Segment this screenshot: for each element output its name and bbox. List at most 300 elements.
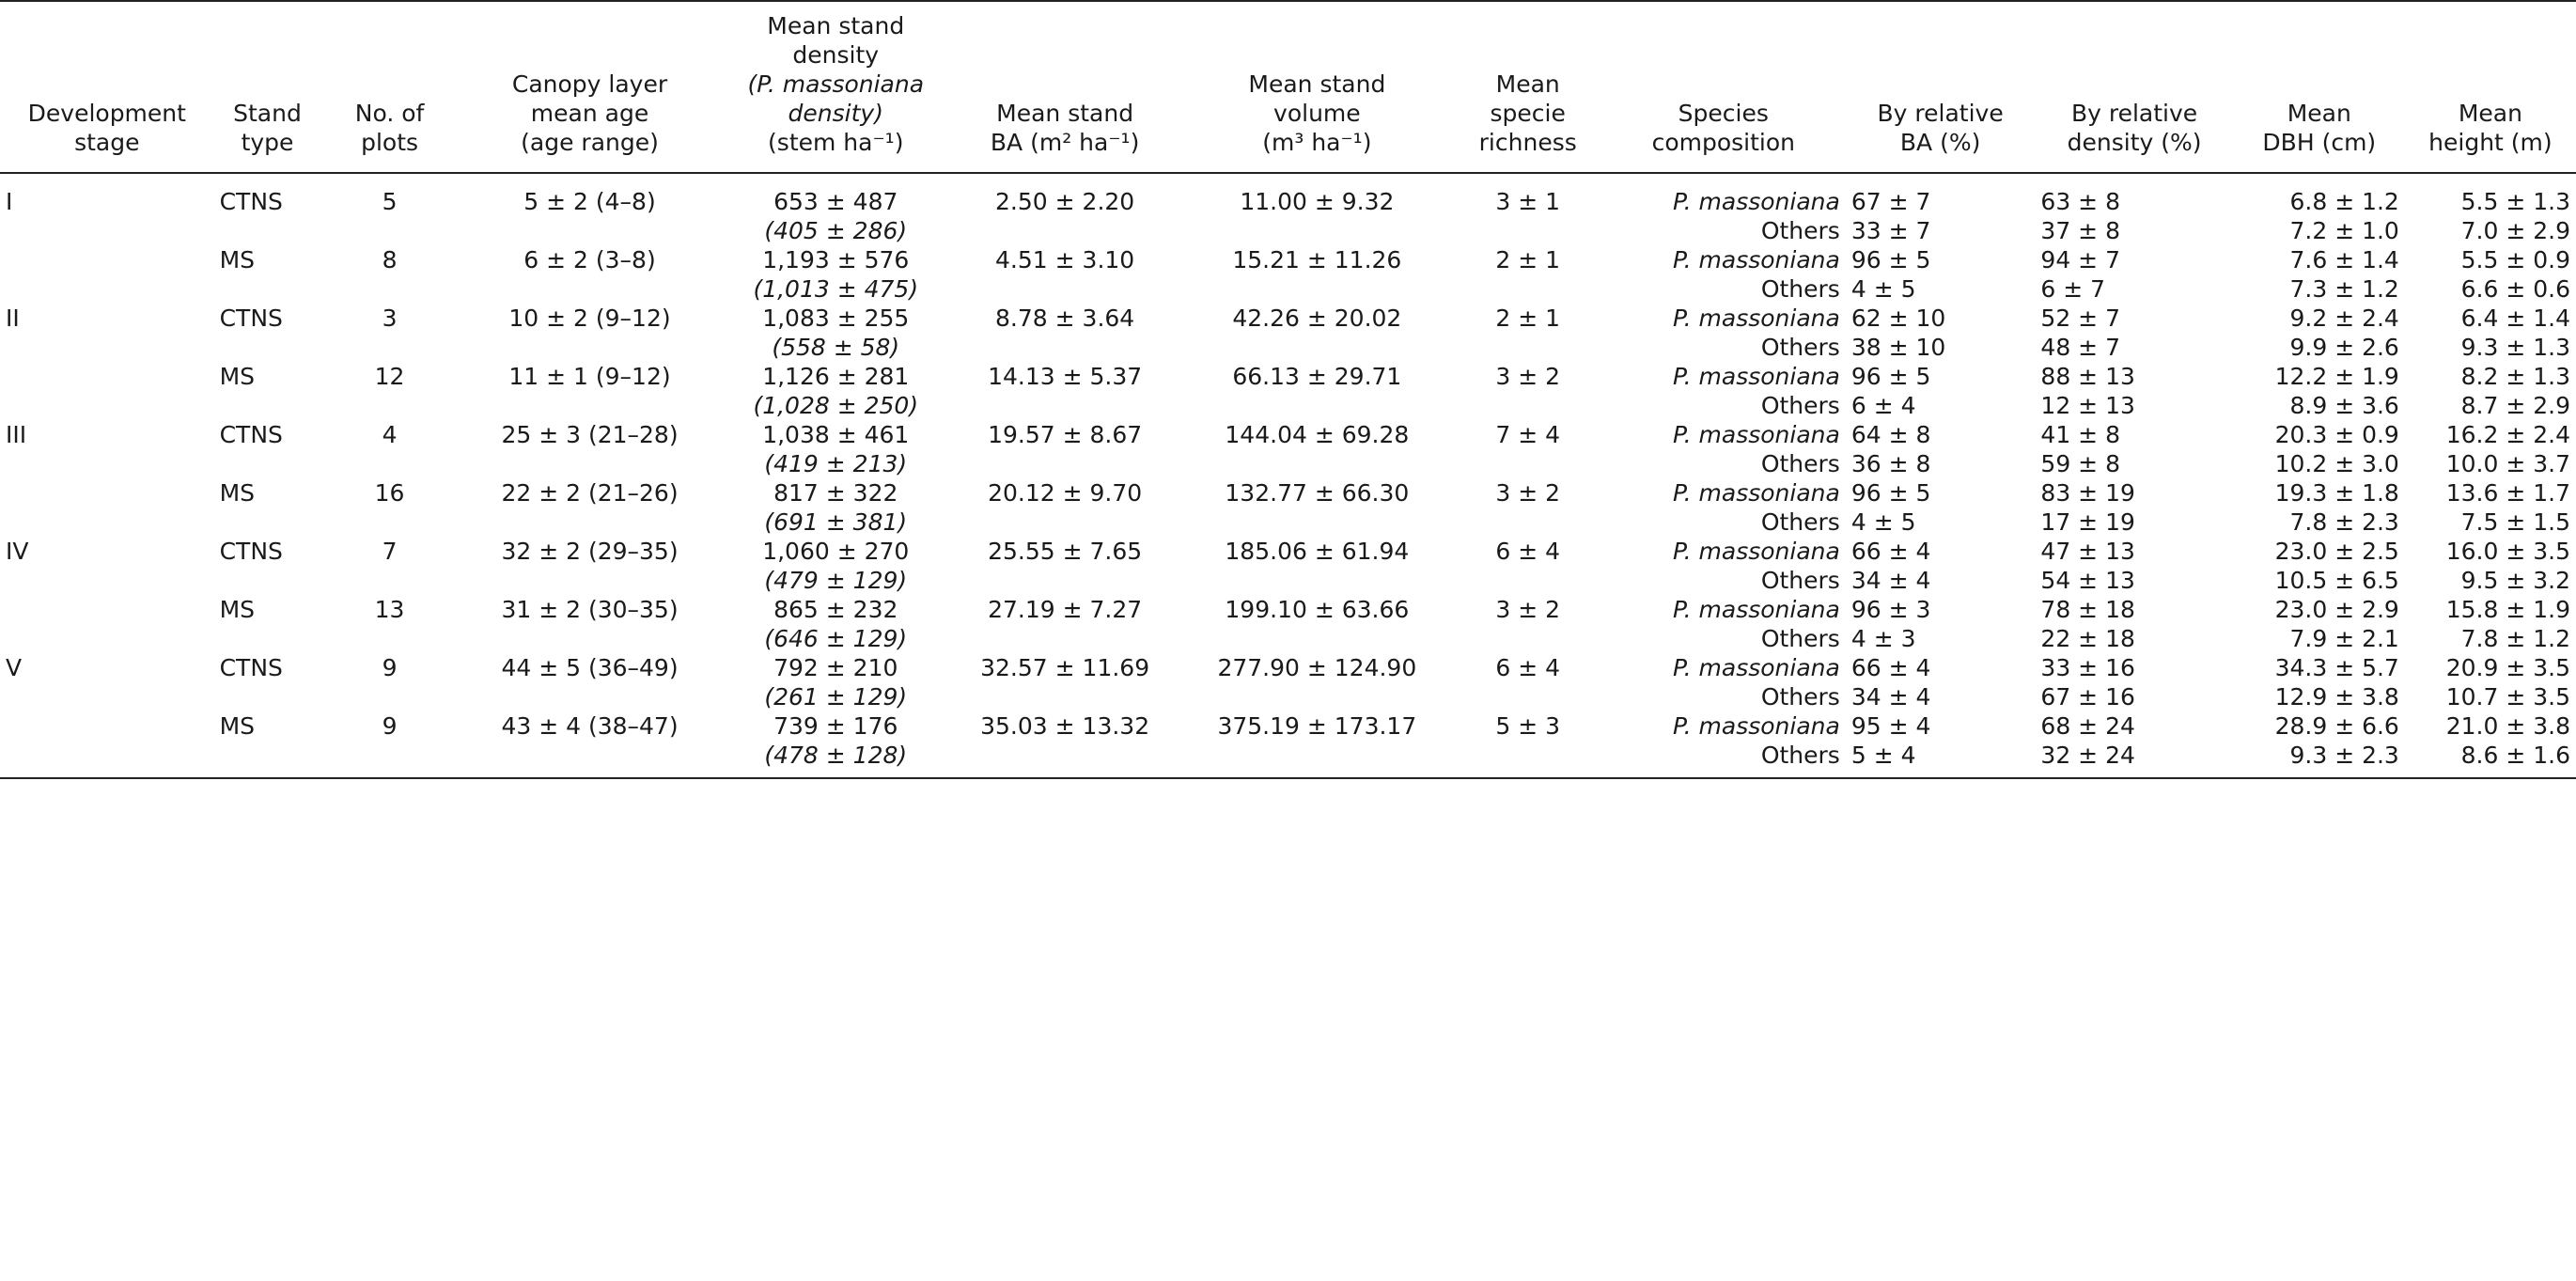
- header-line: Mean stand: [1248, 70, 1386, 98]
- cell-plots: 7: [382, 538, 398, 565]
- cell-volume: [1179, 216, 1455, 245]
- header-line: plots: [361, 129, 419, 156]
- cell-volume: 11.00 ± 9.32: [1240, 188, 1395, 215]
- cell-plots: [320, 508, 458, 537]
- cell-density: 1,060 ± 270: [762, 538, 910, 565]
- cell-species: Others: [1760, 275, 1840, 303]
- cell-dbh: 9.9 ± 2.6: [2289, 334, 2399, 361]
- cell-relative-ba: 66 ± 4: [1850, 654, 1931, 681]
- header-line: type: [241, 129, 294, 156]
- cell-richness: [1455, 391, 1601, 420]
- cell-ba: 27.19 ± 7.27: [988, 596, 1143, 623]
- cell-height: 5.5 ± 0.9: [2460, 246, 2570, 273]
- cell-dbh: 20.3 ± 0.9: [2274, 421, 2399, 448]
- header-line: density): [788, 100, 883, 127]
- cell-dbh: 7.3 ± 1.2: [2289, 275, 2399, 303]
- cell-dbh: 7.8 ± 2.3: [2289, 508, 2399, 536]
- cell-age: [459, 624, 722, 653]
- cell-richness: 2 ± 1: [1495, 246, 1561, 273]
- cell-height: 7.0 ± 2.9: [2460, 217, 2570, 244]
- cell-stand-type: CTNS: [219, 305, 283, 332]
- cell-stage: [0, 682, 214, 711]
- cell-ba: 25.55 ± 7.65: [988, 538, 1143, 565]
- header-line: mean age: [530, 100, 649, 127]
- cell-relative-ba: 33 ± 7: [1850, 217, 1931, 244]
- cell-relative-ba: 34 ± 4: [1850, 567, 1931, 594]
- cell-relative-density: 17 ± 19: [2040, 508, 2135, 536]
- cell-height: 15.8 ± 1.9: [2445, 596, 2570, 623]
- cell-ba: 20.12 ± 9.70: [988, 479, 1143, 507]
- cell-ba: [950, 274, 1179, 304]
- table-row: [0, 682, 2576, 711]
- cell-stage: [0, 391, 214, 420]
- cell-plots: 9: [382, 654, 398, 681]
- cell-dbh: 12.2 ± 1.9: [2274, 363, 2399, 390]
- cell-density: 1,126 ± 281: [762, 363, 910, 390]
- cell-plots: [320, 274, 458, 304]
- header-line: (stem ha⁻¹): [768, 129, 904, 156]
- cell-age: [459, 508, 722, 537]
- cell-plots: [320, 449, 458, 478]
- table-row: [0, 420, 2576, 449]
- column-header-mean-dbh: [2234, 1, 2405, 173]
- cell-richness: [1455, 333, 1601, 362]
- cell-species: Others: [1760, 625, 1840, 652]
- cell-age: 25 ± 3 (21–28): [501, 421, 679, 448]
- cell-volume: [1179, 741, 1455, 778]
- cell-dbh: 7.6 ± 1.4: [2289, 246, 2399, 273]
- cell-relative-ba: 4 ± 3: [1850, 625, 1916, 652]
- header-line: Mean: [1495, 70, 1560, 98]
- cell-ba: [950, 216, 1179, 245]
- cell-species: Others: [1760, 392, 1840, 419]
- cell-age: [459, 741, 722, 778]
- table-row: [0, 362, 2576, 391]
- cell-stand-type: [214, 508, 321, 537]
- header-line: BA (m² ha⁻¹): [990, 129, 1140, 156]
- column-header-mean-stand-density: [721, 1, 950, 173]
- cell-dbh: 8.9 ± 3.6: [2289, 392, 2399, 419]
- cell-dbh: 10.5 ± 6.5: [2274, 567, 2399, 594]
- cell-species: P. massoniana: [1673, 363, 1840, 390]
- cell-species: P. massoniana: [1673, 305, 1840, 332]
- header-line: height (m): [2428, 129, 2553, 156]
- cell-relative-density: 48 ± 7: [2040, 334, 2120, 361]
- table-row: [0, 508, 2576, 537]
- header-line: density (%): [2067, 129, 2202, 156]
- cell-height: 16.0 ± 3.5: [2445, 538, 2570, 565]
- cell-height: 7.8 ± 1.2: [2460, 625, 2570, 652]
- cell-height: 9.5 ± 3.2: [2460, 567, 2570, 594]
- cell-relative-ba: 38 ± 10: [1850, 334, 1946, 361]
- cell-stage: [0, 711, 214, 741]
- cell-dbh: 19.3 ± 1.8: [2274, 479, 2399, 507]
- cell-height: 6.4 ± 1.4: [2460, 305, 2570, 332]
- cell-stand-type: [214, 274, 321, 304]
- column-header-relative-ba: [1846, 1, 2036, 173]
- cell-stage: I: [6, 188, 13, 215]
- cell-relative-density: 63 ± 8: [2040, 188, 2120, 215]
- cell-volume: [1179, 624, 1455, 653]
- header-line: composition: [1651, 129, 1795, 156]
- cell-dbh: 23.0 ± 2.5: [2274, 538, 2399, 565]
- cell-stage: [0, 449, 214, 478]
- cell-volume: 199.10 ± 63.66: [1225, 596, 1410, 623]
- cell-volume: [1179, 274, 1455, 304]
- cell-ba: [950, 391, 1179, 420]
- cell-pm-density: (1,028 ± 250): [753, 392, 919, 419]
- cell-relative-density: 59 ± 8: [2040, 450, 2120, 477]
- cell-relative-density: 6 ± 7: [2040, 275, 2106, 303]
- header-line: Stand: [233, 100, 302, 127]
- column-header-stand-type: [214, 1, 321, 173]
- cell-richness: 3 ± 1: [1495, 188, 1561, 215]
- cell-stand-type: MS: [219, 712, 256, 740]
- cell-stage: [0, 245, 214, 274]
- cell-relative-ba: 96 ± 5: [1850, 363, 1931, 390]
- cell-plots: 3: [382, 305, 398, 332]
- cell-species: P. massoniana: [1673, 596, 1840, 623]
- cell-species: Others: [1760, 567, 1840, 594]
- cell-pm-density: (691 ± 381): [764, 508, 908, 536]
- table-row: [0, 711, 2576, 741]
- cell-age: 22 ± 2 (21–26): [501, 479, 679, 507]
- header-line: (age range): [521, 129, 659, 156]
- cell-stand-type: [214, 566, 321, 595]
- cell-stand-type: [214, 216, 321, 245]
- cell-relative-ba: 96 ± 5: [1850, 479, 1931, 507]
- table-body: [0, 173, 2576, 778]
- cell-relative-density: 12 ± 13: [2040, 392, 2135, 419]
- cell-species: Others: [1760, 450, 1840, 477]
- cell-plots: [320, 624, 458, 653]
- cell-relative-density: 52 ± 7: [2040, 305, 2120, 332]
- cell-stage: V: [6, 654, 23, 681]
- cell-species: P. massoniana: [1673, 479, 1840, 507]
- cell-plots: 13: [374, 596, 405, 623]
- cell-relative-ba: 95 ± 4: [1850, 712, 1931, 740]
- cell-volume: [1179, 449, 1455, 478]
- cell-stand-type: MS: [219, 246, 256, 273]
- cell-ba: [950, 624, 1179, 653]
- cell-pm-density: (558 ± 58): [772, 334, 900, 361]
- cell-stand-type: [214, 741, 321, 778]
- cell-plots: 9: [382, 712, 398, 740]
- cell-height: 6.6 ± 0.6: [2460, 275, 2570, 303]
- cell-plots: [320, 682, 458, 711]
- cell-richness: 2 ± 1: [1495, 305, 1561, 332]
- cell-volume: [1179, 391, 1455, 420]
- cell-height: 9.3 ± 1.3: [2460, 334, 2570, 361]
- header-line: Mean stand: [767, 12, 905, 39]
- cell-ba: [950, 682, 1179, 711]
- cell-relative-density: 68 ± 24: [2040, 712, 2135, 740]
- cell-height: 8.7 ± 2.9: [2460, 392, 2570, 419]
- cell-pm-density: (405 ± 286): [764, 217, 908, 244]
- cell-plots: [320, 391, 458, 420]
- table-row: [0, 173, 2576, 216]
- cell-pm-density: (1,013 ± 475): [753, 275, 919, 303]
- cell-density: 792 ± 210: [773, 654, 898, 681]
- header-line: density: [792, 41, 880, 69]
- cell-age: [459, 449, 722, 478]
- cell-dbh: 23.0 ± 2.9: [2274, 596, 2399, 623]
- cell-dbh: 12.9 ± 3.8: [2274, 683, 2399, 711]
- cell-density: 1,083 ± 255: [762, 305, 910, 332]
- cell-ba: [950, 566, 1179, 595]
- cell-ba: [950, 333, 1179, 362]
- header-line: Species: [1678, 100, 1769, 127]
- cell-density: 653 ± 487: [773, 188, 898, 215]
- cell-stand-type: CTNS: [219, 538, 283, 565]
- cell-relative-ba: 4 ± 5: [1850, 275, 1916, 303]
- cell-richness: 3 ± 2: [1495, 596, 1561, 623]
- cell-volume: 132.77 ± 66.30: [1225, 479, 1410, 507]
- table-row: [0, 216, 2576, 245]
- cell-height: 8.2 ± 1.3: [2460, 363, 2570, 390]
- column-header-species-composition: [1601, 1, 1846, 173]
- cell-stand-type: MS: [219, 596, 256, 623]
- cell-relative-ba: 96 ± 5: [1850, 246, 1931, 273]
- cell-relative-density: 37 ± 8: [2040, 217, 2120, 244]
- cell-stage: [0, 508, 214, 537]
- cell-species: P. massoniana: [1673, 421, 1840, 448]
- cell-height: 10.7 ± 3.5: [2445, 683, 2570, 711]
- cell-plots: 4: [382, 421, 398, 448]
- cell-relative-ba: 64 ± 8: [1850, 421, 1931, 448]
- header-line: DBH (cm): [2262, 129, 2377, 156]
- cell-species: P. massoniana: [1673, 246, 1840, 273]
- cell-stand-type: CTNS: [219, 421, 283, 448]
- cell-stage: [0, 624, 214, 653]
- cell-stage: III: [6, 421, 27, 448]
- cell-relative-ba: 96 ± 3: [1850, 596, 1931, 623]
- cell-age: [459, 333, 722, 362]
- cell-density: 865 ± 232: [773, 596, 898, 623]
- cell-relative-density: 22 ± 18: [2040, 625, 2135, 652]
- cell-plots: [320, 741, 458, 778]
- cell-relative-density: 47 ± 13: [2040, 538, 2135, 565]
- cell-plots: 8: [382, 246, 398, 273]
- cell-plots: 12: [374, 363, 405, 390]
- cell-volume: [1179, 682, 1455, 711]
- cell-volume: 66.13 ± 29.71: [1232, 363, 1402, 390]
- cell-ba: 14.13 ± 5.37: [988, 363, 1143, 390]
- cell-age: 32 ± 2 (29–35): [501, 538, 679, 565]
- cell-dbh: 7.9 ± 2.1: [2289, 625, 2399, 652]
- cell-species: P. massoniana: [1673, 538, 1840, 565]
- cell-ba: [950, 741, 1179, 778]
- header-line: (m³ ha⁻¹): [1262, 129, 1372, 156]
- table-row: [0, 478, 2576, 508]
- cell-species: P. massoniana: [1673, 188, 1840, 215]
- cell-richness: [1455, 274, 1601, 304]
- column-header-mean-stand-ba: [950, 1, 1179, 173]
- cell-ba: 35.03 ± 13.32: [980, 712, 1150, 740]
- cell-volume: 185.06 ± 61.94: [1225, 538, 1410, 565]
- cell-richness: [1455, 508, 1601, 537]
- cell-stage: [0, 274, 214, 304]
- table-row: [0, 304, 2576, 333]
- cell-age: 43 ± 4 (38–47): [501, 712, 679, 740]
- cell-species: P. massoniana: [1673, 712, 1840, 740]
- column-header-canopy-mean-age: [459, 1, 722, 173]
- header-line: By relative: [2070, 100, 2198, 127]
- cell-richness: [1455, 624, 1601, 653]
- header-line: (P. massoniana: [747, 70, 925, 98]
- cell-species: Others: [1760, 217, 1840, 244]
- table-row: [0, 274, 2576, 304]
- column-header-development-stage: [0, 1, 214, 173]
- cell-richness: 5 ± 3: [1495, 712, 1561, 740]
- cell-volume: [1179, 508, 1455, 537]
- cell-ba: 4.51 ± 3.10: [995, 246, 1135, 273]
- cell-dbh: 6.8 ± 1.2: [2289, 188, 2399, 215]
- cell-dbh: 34.3 ± 5.7: [2274, 654, 2399, 681]
- cell-volume: [1179, 333, 1455, 362]
- cell-dbh: 10.2 ± 3.0: [2274, 450, 2399, 477]
- header-line: specie: [1490, 100, 1566, 127]
- cell-height: 20.9 ± 3.5: [2445, 654, 2570, 681]
- cell-stand-type: [214, 333, 321, 362]
- cell-ba: [950, 449, 1179, 478]
- cell-relative-density: 78 ± 18: [2040, 596, 2135, 623]
- column-header-mean-specie-richness: [1455, 1, 1601, 173]
- cell-stage: [0, 216, 214, 245]
- cell-richness: [1455, 216, 1601, 245]
- cell-stage: [0, 478, 214, 508]
- cell-dbh: 7.2 ± 1.0: [2289, 217, 2399, 244]
- cell-density: 1,193 ± 576: [762, 246, 910, 273]
- cell-stand-type: CTNS: [219, 654, 283, 681]
- cell-stand-type: [214, 682, 321, 711]
- cell-plots: [320, 566, 458, 595]
- column-header-mean-stand-volume: [1179, 1, 1455, 173]
- cell-height: 7.5 ± 1.5: [2460, 508, 2570, 536]
- cell-richness: 7 ± 4: [1495, 421, 1561, 448]
- cell-richness: [1455, 449, 1601, 478]
- table-row: [0, 537, 2576, 566]
- cell-dbh: 9.2 ± 2.4: [2289, 305, 2399, 332]
- cell-height: 16.2 ± 2.4: [2445, 421, 2570, 448]
- cell-age: [459, 391, 722, 420]
- cell-relative-density: 83 ± 19: [2040, 479, 2135, 507]
- cell-relative-ba: 67 ± 7: [1850, 188, 1931, 215]
- cell-relative-density: 54 ± 13: [2040, 567, 2135, 594]
- cell-age: 6 ± 2 (3–8): [523, 246, 656, 273]
- table-row: [0, 566, 2576, 595]
- cell-relative-ba: 6 ± 4: [1850, 392, 1916, 419]
- cell-species: Others: [1760, 683, 1840, 711]
- table-header-row: [0, 1, 2576, 173]
- table-row: [0, 741, 2576, 778]
- header-line: Development: [27, 100, 186, 127]
- cell-pm-density: (419 ± 213): [764, 450, 908, 477]
- header-line: Mean: [2458, 100, 2522, 127]
- cell-relative-density: 32 ± 24: [2035, 741, 2233, 778]
- cell-plots: [320, 333, 458, 362]
- cell-relative-density: 88 ± 13: [2040, 363, 2135, 390]
- cell-stand-type: [214, 449, 321, 478]
- cell-volume: 42.26 ± 20.02: [1232, 305, 1402, 332]
- cell-stage: [0, 333, 214, 362]
- cell-dbh: 28.9 ± 6.6: [2274, 712, 2399, 740]
- cell-age: 5 ± 2 (4–8): [523, 188, 656, 215]
- cell-age: 10 ± 2 (9–12): [508, 305, 671, 332]
- header-line: By relative: [1877, 100, 2004, 127]
- table-row: [0, 595, 2576, 624]
- cell-stand-type: CTNS: [219, 188, 283, 215]
- header-line: stage: [74, 129, 140, 156]
- cell-volume: 15.21 ± 11.26: [1232, 246, 1402, 273]
- table-row: [0, 653, 2576, 682]
- cell-species: Others: [1601, 741, 1846, 778]
- header-line: Mean: [2287, 100, 2351, 127]
- cell-relative-ba: 36 ± 8: [1850, 450, 1931, 477]
- cell-volume: 144.04 ± 69.28: [1225, 421, 1410, 448]
- cell-age: [459, 682, 722, 711]
- cell-volume: 277.90 ± 124.90: [1217, 654, 1417, 681]
- cell-richness: 6 ± 4: [1495, 654, 1561, 681]
- cell-pm-density: (646 ± 129): [764, 625, 908, 652]
- column-header-no-of-plots: [320, 1, 458, 173]
- cell-richness: [1455, 682, 1601, 711]
- cell-dbh: 9.3 ± 2.3: [2234, 741, 2405, 778]
- cell-ba: 32.57 ± 11.69: [980, 654, 1150, 681]
- cell-species: P. massoniana: [1673, 654, 1840, 681]
- column-header-mean-height: [2405, 1, 2576, 173]
- cell-plots: 5: [382, 188, 398, 215]
- cell-density: 739 ± 176: [773, 712, 898, 740]
- cell-pm-density: (261 ± 129): [764, 683, 908, 711]
- cell-relative-density: 33 ± 16: [2040, 654, 2135, 681]
- cell-age: 44 ± 5 (36–49): [501, 654, 679, 681]
- cell-relative-density: 67 ± 16: [2040, 683, 2135, 711]
- header-line: No. of: [354, 100, 425, 127]
- cell-age: [459, 566, 722, 595]
- cell-relative-density: 41 ± 8: [2040, 421, 2120, 448]
- cell-stage: II: [6, 305, 20, 332]
- cell-height: 8.6 ± 1.6: [2405, 741, 2576, 778]
- cell-height: 13.6 ± 1.7: [2445, 479, 2570, 507]
- column-header-relative-density: [2035, 1, 2233, 173]
- cell-species: Others: [1760, 508, 1840, 536]
- cell-relative-ba: 66 ± 4: [1850, 538, 1931, 565]
- cell-stand-type: [214, 624, 321, 653]
- cell-age: 11 ± 1 (9–12): [508, 363, 671, 390]
- cell-volume: 375.19 ± 173.17: [1217, 712, 1417, 740]
- table-row: [0, 333, 2576, 362]
- cell-stand-type: MS: [219, 363, 256, 390]
- header-line: richness: [1478, 129, 1577, 156]
- cell-richness: 3 ± 2: [1495, 363, 1561, 390]
- cell-ba: 19.57 ± 8.67: [988, 421, 1143, 448]
- cell-volume: [1179, 566, 1455, 595]
- cell-height: 21.0 ± 3.8: [2445, 712, 2570, 740]
- cell-density: 817 ± 322: [773, 479, 898, 507]
- cell-height: 5.5 ± 1.3: [2460, 188, 2570, 215]
- cell-pm-density: (478 ± 128): [721, 741, 950, 778]
- cell-stage: [0, 566, 214, 595]
- table-row: [0, 624, 2576, 653]
- header-line: Canopy layer: [511, 70, 668, 98]
- cell-richness: [1455, 741, 1601, 778]
- cell-richness: 3 ± 2: [1495, 479, 1561, 507]
- cell-age: [459, 274, 722, 304]
- cell-ba: 8.78 ± 3.64: [995, 305, 1135, 332]
- cell-stand-type: [214, 391, 321, 420]
- cell-relative-ba: 5 ± 4: [1846, 741, 2036, 778]
